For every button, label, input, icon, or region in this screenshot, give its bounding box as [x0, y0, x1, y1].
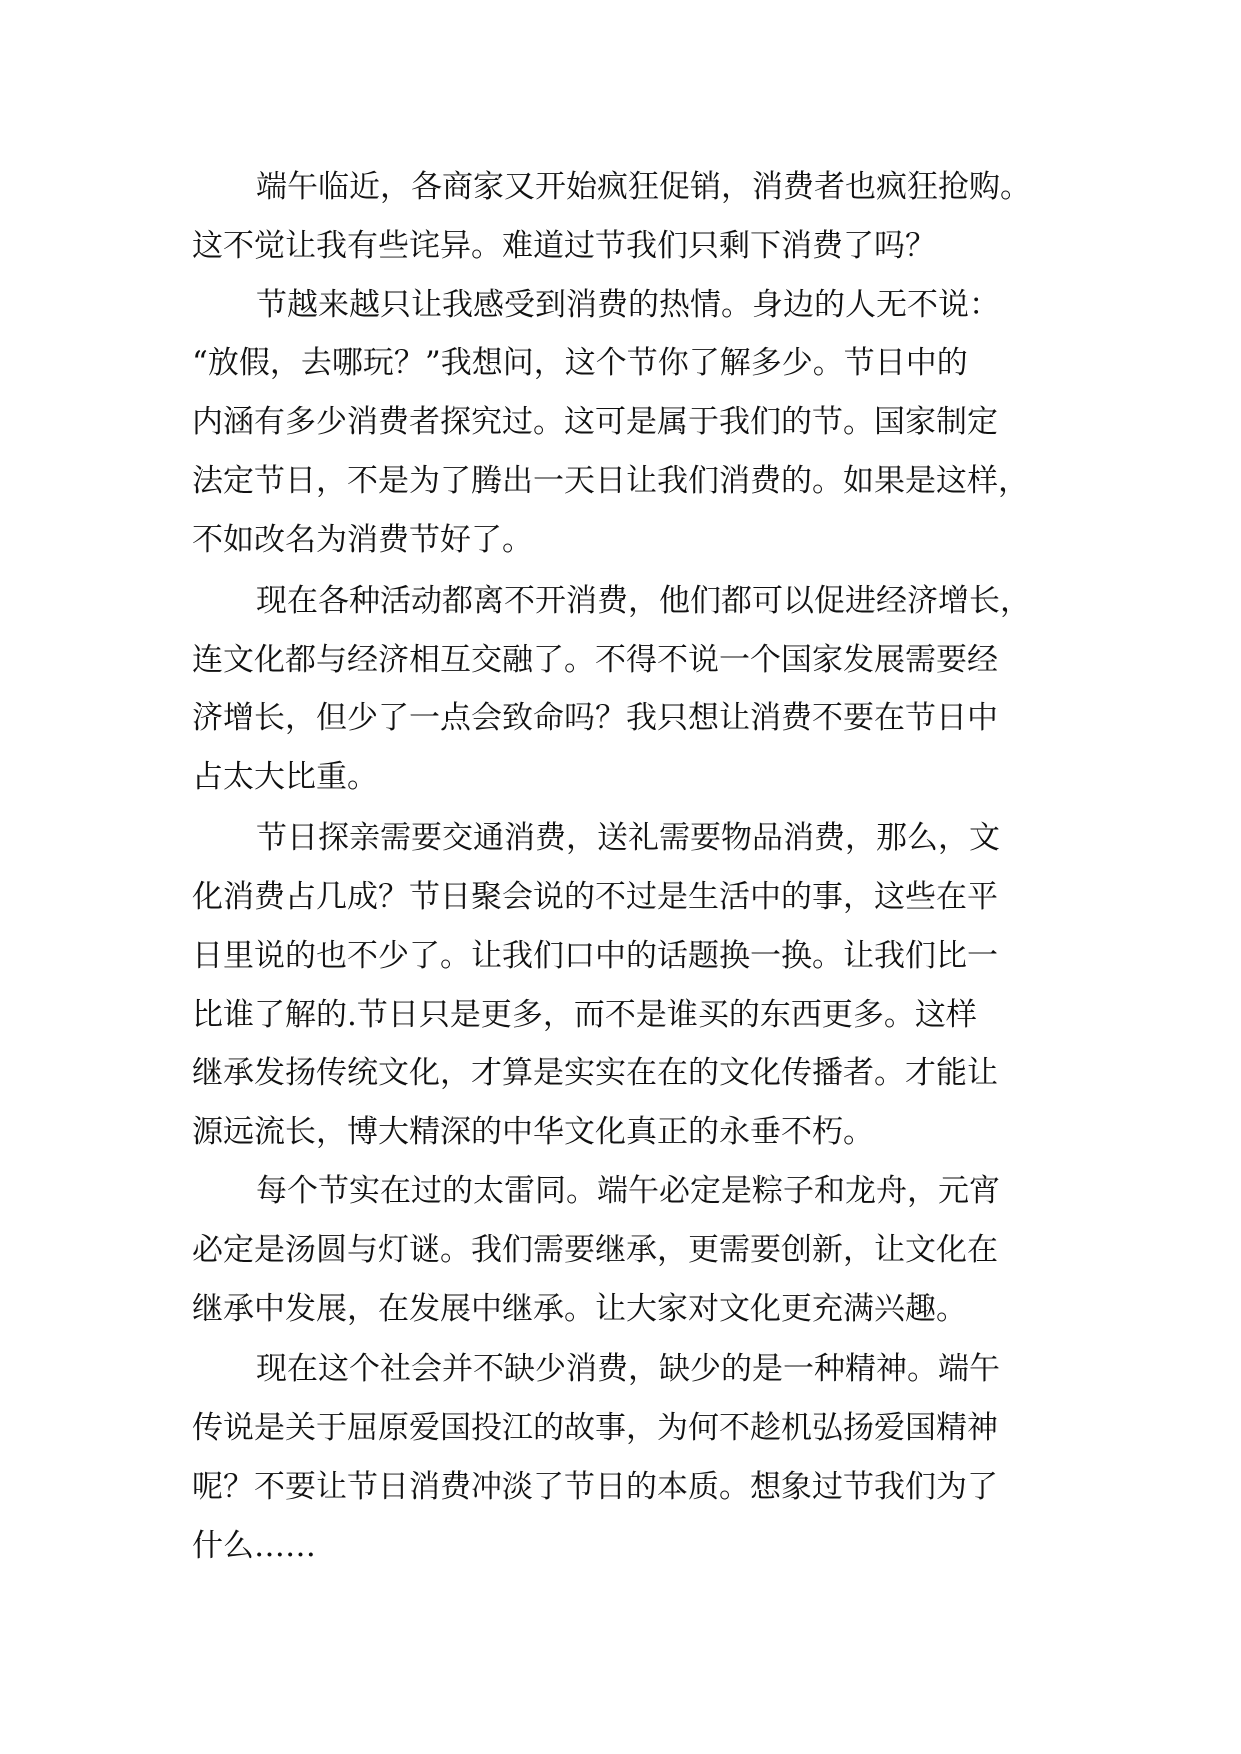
text-line: 必定是汤圆与灯谜。我们需要继承，更需要创新，让文化在: [192, 1232, 998, 1268]
text-line: 法定节日，不是为了腾出一天日让我们消费的。如果是这样，: [192, 463, 1029, 499]
text-line: 继承发扬传统文化，才算是实实在在的文化传播者。才能让: [192, 1055, 998, 1091]
text-line: 日里说的也不少了。让我们口中的话题换一换。让我们比一: [192, 938, 998, 974]
text-line: 内涵有多少消费者探究过。这可是属于我们的节。国家制定: [192, 404, 998, 440]
text-line: 现在各种活动都离不开消费，他们都可以促进经济增长，: [256, 583, 1031, 619]
text-line: 节越来越只让我感受到消费的热情。身边的人无不说：: [256, 287, 1000, 323]
text-line: 继承中发展，在发展中继承。让大家对文化更充满兴趣。: [192, 1291, 967, 1327]
text-line: 节日探亲需要交通消费，送礼需要物品消费，那么，文: [256, 820, 1000, 856]
text-line: 比谁了解的.节日只是更多，而不是谁买的东西更多。这样: [192, 997, 977, 1033]
text-line: 每个节实在过的太雷同。端午必定是粽子和龙舟，元宵: [256, 1173, 1000, 1209]
text-line: 占太大比重。: [192, 759, 378, 795]
text-line: 化消费占几成？节日聚会说的不过是生活中的事，这些在平: [192, 879, 998, 915]
text-line: 什么……: [192, 1528, 316, 1564]
text-line: 端午临近，各商家又开始疯狂促销，消费者也疯狂抢购。: [256, 169, 1031, 205]
text-line: 呢？不要让节日消费冲淡了节日的本质。想象过节我们为了: [192, 1469, 998, 1505]
text-line: 连文化都与经济相互交融了。不得不说一个国家发展需要经: [192, 642, 998, 678]
text-line: 传说是关于屈原爱国投江的故事，为何不趁机弘扬爱国精神: [192, 1410, 998, 1446]
text-line: 不如改名为消费节好了。: [192, 522, 533, 558]
text-line: 源远流长，博大精深的中华文化真正的永垂不朽。: [192, 1114, 874, 1150]
text-line: 济增长，但少了一点会致命吗？我只想让消费不要在节日中: [192, 700, 998, 736]
text-line: “放假，去哪玩？”我想问，这个节你了解多少。节日中的: [192, 345, 968, 381]
text-line: 这不觉让我有些诧异。难道过节我们只剩下消费了吗？: [192, 228, 936, 264]
text-line: 现在这个社会并不缺少消费，缺少的是一种精神。端午: [256, 1351, 1000, 1387]
